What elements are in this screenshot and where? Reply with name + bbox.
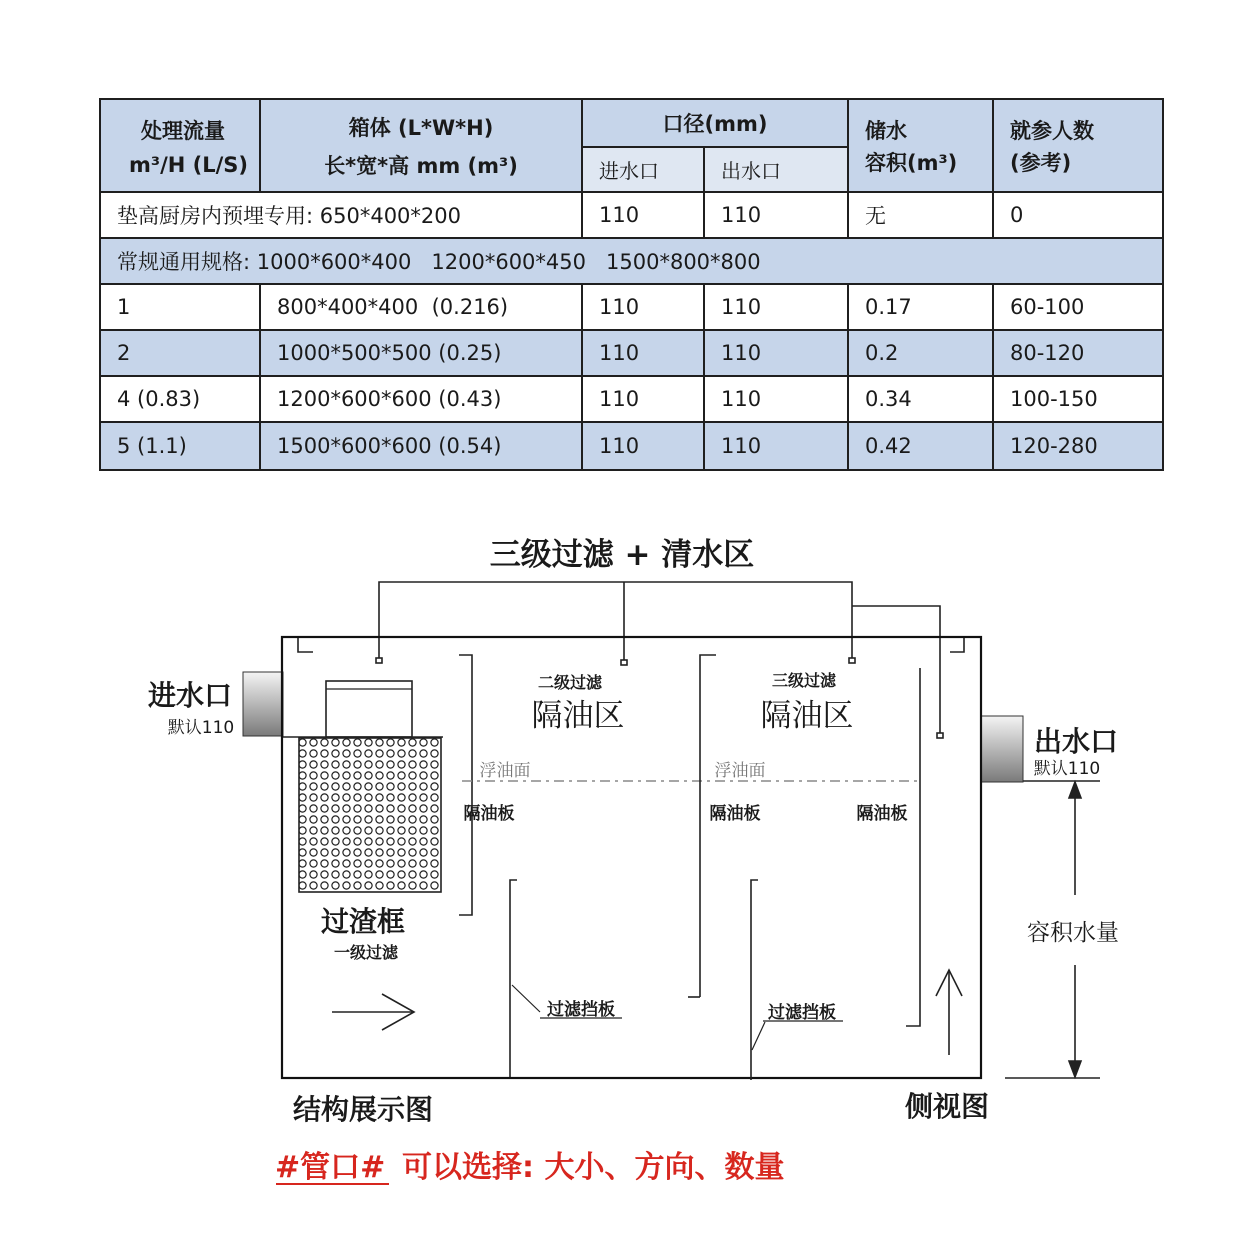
- special-people: 0: [993, 192, 1163, 238]
- special-outlet: 110: [704, 192, 848, 238]
- volume-dimension: [1005, 781, 1100, 1078]
- cell-people: 100-150: [993, 376, 1163, 422]
- title-three-stage: 三级过滤 + 清水区: [489, 537, 755, 573]
- filter-baffle-1: [510, 880, 517, 1077]
- inlet-pipe: [243, 672, 283, 736]
- side-view-caption: 侧视图: [904, 1090, 990, 1123]
- tank-outline: [282, 637, 981, 1078]
- cell-storage: 0.42: [848, 422, 993, 470]
- filter-2-leader: [752, 1022, 765, 1050]
- cell-storage: 0.34: [848, 376, 993, 422]
- table-header-row: [100, 99, 1163, 147]
- table-row: [100, 376, 1163, 422]
- cell-storage: 0.17: [848, 284, 993, 330]
- cell-outlet: 110: [704, 330, 848, 376]
- cell-box: 1200*600*600 (0.43): [260, 376, 582, 422]
- cell-inlet: 110: [582, 422, 704, 470]
- cell-box: 1000*500*500 (0.25): [260, 330, 582, 376]
- cell-outlet: 110: [704, 422, 848, 470]
- oil-baffle-3: [906, 668, 920, 1026]
- filter-1-label: 过滤挡板: [547, 1000, 615, 1020]
- cell-storage: 0.2: [848, 330, 993, 376]
- cell-flow: 4 (0.83): [100, 376, 260, 422]
- cell-flow: 1: [100, 284, 260, 330]
- table-row: [100, 284, 1163, 330]
- flow-arrow-right: [332, 994, 414, 1030]
- spec-table: [99, 98, 1164, 471]
- baffle-1-label: 隔油板: [463, 804, 515, 824]
- slag-basket: [283, 681, 443, 892]
- filter-1-leader: [512, 985, 540, 1012]
- special-storage: 无: [848, 192, 993, 238]
- volume-label: 容积水量: [1027, 920, 1119, 946]
- cell-people: 80-120: [993, 330, 1163, 376]
- header-flow: 处理流量 m³/H (L/S): [100, 99, 260, 192]
- inlet-default: 默认110: [167, 718, 235, 738]
- cell-box: 1500*600*600 (0.54): [260, 422, 582, 470]
- baffle-3-label: 隔油板: [856, 804, 908, 824]
- basket-sub-label: 一级过滤: [333, 943, 399, 962]
- zone-2-big-label: 隔油区: [531, 698, 625, 734]
- outlet-default: 默认110: [1033, 759, 1101, 779]
- note-text: 可以选择: 大小、方向、数量: [402, 1150, 785, 1185]
- inlet-label: 进水口: [147, 679, 233, 712]
- cell-people: 120-280: [993, 422, 1163, 470]
- cell-outlet: 110: [704, 376, 848, 422]
- table-row: [100, 330, 1163, 376]
- special-inlet: 110: [582, 192, 704, 238]
- cell-flow: 2: [100, 330, 260, 376]
- note-tag: #管口#: [275, 1150, 386, 1185]
- filter-2-label: 过滤挡板: [768, 1003, 836, 1023]
- cell-inlet: 110: [582, 376, 704, 422]
- cell-inlet: 110: [582, 330, 704, 376]
- zone-3-big-label: 隔油区: [760, 698, 854, 734]
- cell-box: 800*400*400 (0.216): [260, 284, 582, 330]
- oil-baffle-1: [459, 655, 472, 915]
- cell-flow: 5 (1.1): [100, 422, 260, 470]
- flow-arrow-up: [936, 970, 962, 1055]
- oil-surface-label-2: 浮油面: [714, 761, 766, 781]
- basket-label: 过渣框: [320, 905, 406, 938]
- header-storage: 储水 容积(m³): [848, 99, 993, 192]
- outlet-pipe: [981, 716, 1023, 782]
- corner-marks: [298, 638, 964, 652]
- table-row-general: [100, 238, 1163, 284]
- outlet-label: 出水口: [1033, 725, 1119, 758]
- cell-inlet: 110: [582, 284, 704, 330]
- general-spec: 常规通用规格: 1000*600*400 1200*600*450 1500*800*800: [100, 238, 1163, 284]
- zone-3-small-label: 三级过滤: [771, 671, 837, 690]
- oil-baffle-2: [700, 655, 716, 997]
- cell-people: 60-100: [993, 284, 1163, 330]
- header-box: 箱体 (L*W*H) 长*宽*高 mm (m³): [260, 99, 582, 192]
- header-diameter: 口径(mm): [582, 99, 848, 147]
- filter-baffle-2: [751, 880, 758, 1080]
- cell-outlet: 110: [704, 284, 848, 330]
- zone-2-small-label: 二级过滤: [537, 673, 603, 692]
- oil-surface-label-1: 浮油面: [479, 761, 531, 781]
- special-label: 垫高厨房内预埋专用: 650*400*200: [100, 192, 582, 238]
- header-outlet: 出水口: [704, 147, 848, 192]
- table-row: [100, 422, 1163, 470]
- header-people: 就参人数 (参考): [993, 99, 1163, 192]
- baffle-2-label: 隔油板: [709, 804, 761, 824]
- title-bracket: [376, 582, 943, 738]
- structure-caption: 结构展示图: [292, 1093, 434, 1126]
- header-inlet: 进水口: [582, 147, 704, 192]
- table-row-special: [100, 192, 1163, 238]
